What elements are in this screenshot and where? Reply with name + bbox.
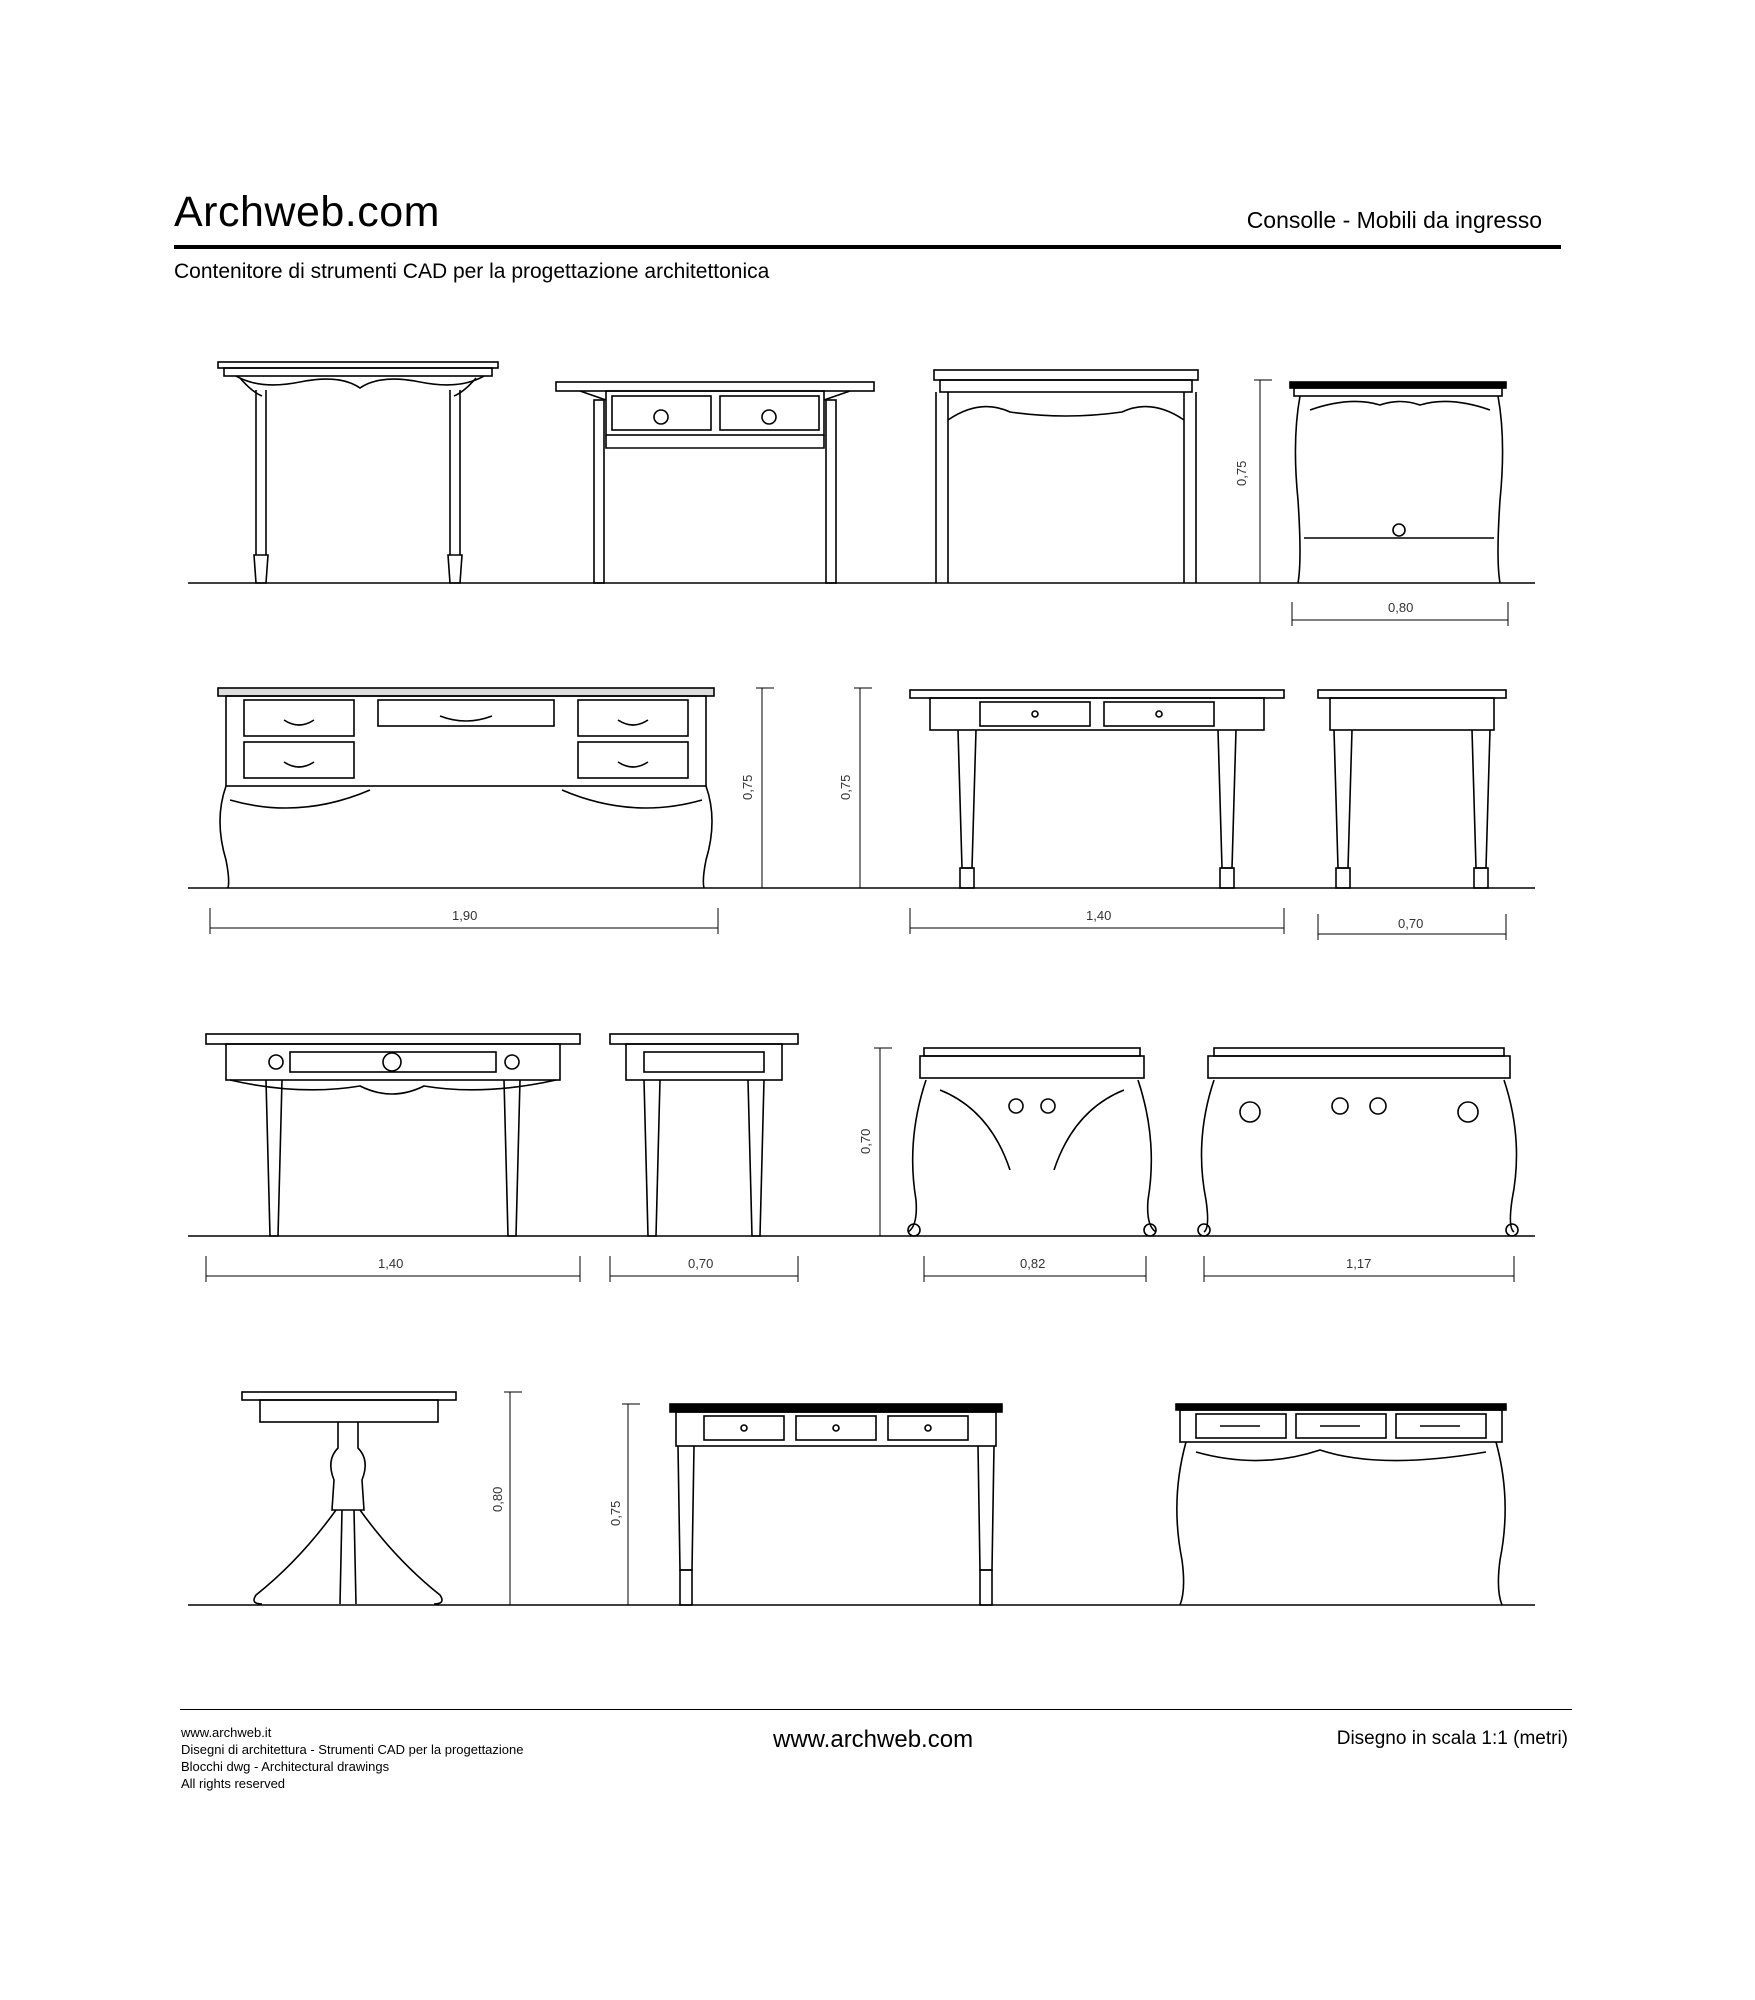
brand-logo-text: Archweb.com — [174, 188, 440, 236]
label-r3-width-a: 1,40 — [378, 1256, 404, 1271]
dimension-height-row4-b — [622, 1404, 640, 1605]
drawer-pull-icon — [762, 410, 776, 424]
dimension-height-row4-a — [504, 1392, 522, 1605]
label-r4-height-b: 0,75 — [608, 1500, 623, 1526]
label-r2-height-b: 0,75 — [838, 774, 853, 800]
dimension-height-row3 — [874, 1048, 892, 1236]
drawer-pull-icon — [654, 410, 668, 424]
rosette-icon — [383, 1053, 401, 1071]
console-wrought-iron-side — [908, 1048, 1156, 1236]
footer-description: Disegni di architettura - Strumenti CAD per la progettazione — [181, 1742, 524, 1757]
label-r2-height-a: 0,75 — [740, 774, 755, 800]
drawer-pull-icon — [925, 1425, 931, 1431]
label-r3-width-c: 0,82 — [1020, 1256, 1046, 1271]
drawer-knob-icon — [1156, 711, 1162, 717]
label-r3-width-d: 1,17 — [1346, 1256, 1372, 1271]
footer-rights: All rights reserved — [181, 1776, 286, 1791]
label-r2-width-b: 1,40 — [1086, 908, 1112, 923]
rosette-icon — [269, 1055, 283, 1069]
drawer-knob-icon — [1032, 711, 1038, 717]
footer-rule — [180, 1709, 1572, 1710]
desk-neoclassical-side — [1318, 690, 1506, 888]
console-wrought-iron-front — [1198, 1048, 1518, 1236]
label-r1-height: 0,75 — [1234, 460, 1249, 486]
dimension-height-row2-a — [756, 688, 774, 888]
label-r3-height: 0,70 — [858, 1128, 873, 1154]
label-r2-width-c: 0,70 — [1398, 916, 1424, 931]
console-louis — [1290, 382, 1506, 583]
dimension-height-row2-b — [854, 688, 872, 888]
label-r3-width-b: 0,70 — [688, 1256, 714, 1271]
drawer-pull-icon — [833, 1425, 839, 1431]
label-r2-width-a: 1,90 — [452, 908, 478, 923]
dimension-height-row1 — [1254, 380, 1272, 583]
label-r4-height-a: 0,80 — [490, 1486, 505, 1512]
desk-neoclassical — [910, 690, 1284, 888]
footer-scale-note: Disegno in scala 1:1 (metri) — [1336, 1728, 1568, 1749]
rosette-icon — [505, 1055, 519, 1069]
footer-url-link[interactable]: www.archweb.com — [773, 1726, 974, 1753]
desk-fluted-legs — [670, 1404, 1002, 1605]
drawer-pull-icon — [741, 1425, 747, 1431]
sheet-title: Consolle - Mobili da ingresso — [1246, 207, 1542, 233]
label-r1-width: 0,80 — [1388, 600, 1414, 615]
console-curved-apron — [934, 370, 1198, 583]
console-rosettes-side — [610, 1034, 798, 1236]
console-two-drawers — [556, 382, 874, 583]
console-oriental — [218, 362, 498, 583]
console-rosettes — [206, 1034, 580, 1236]
footer-site-link[interactable]: www.archweb.it — [181, 1725, 272, 1740]
footer-blocks-note: Blocchi dwg - Architectural drawings — [181, 1759, 390, 1774]
table-pedestal — [242, 1392, 456, 1604]
desk-five-drawers — [218, 688, 714, 888]
sheet-subtitle: Contenitore di strumenti CAD per la progettazione architettonica — [174, 260, 770, 283]
desk-cabriole — [1176, 1404, 1506, 1605]
